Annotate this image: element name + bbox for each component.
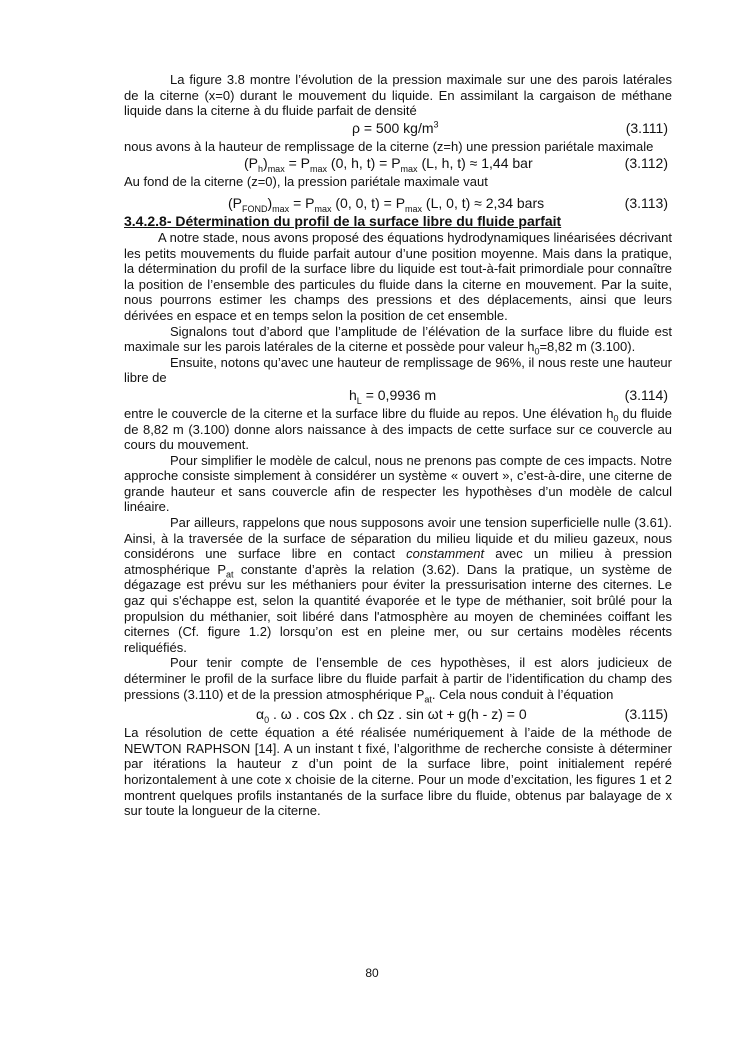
paragraph-7: entre le couvercle de la citerne et la surface libre du fluide au repos. Une élévation $h_0$ du fluide de 8,82 m (3.100) donne alors naissance à des impacts de cette surface sur ce couvercle au cours du mouvement. <box>124 405 672 453</box>
equation-body: $h_L = 0,9936$ m <box>349 386 437 406</box>
paragraph-11: La résolution de cette équation a été réalisée numériquement à l’aide de la méthode de NEWTON RAPHSON [14]. A un instant t fixé, l’algorithme de recherche consiste à déterminer par itérations la hauteur z d’un point de la surface libre, point initialement repéré horizontalement à une cote x choisie de la citerne. Pour un mode d’excitation, les figures 1 et 2 montrent quelques profils instantanés de la surface libre du fluide, obtenus par balayage de x sur toute la longueur de la citerne. <box>124 725 672 819</box>
paragraph-5: Signalons tout d’abord que l’amplitude de l’élévation de la surface libre du fluide est maximale sur les parois latérales de la citerne et possède pour valeur $h_0=8,82$ m (3.100). <box>124 323 672 357</box>
equation-body: ρ = 500 $kg/m^3$ <box>352 119 439 136</box>
equation-3-113 <box>124 194 672 212</box>
equation-number: (3.115) <box>624 706 668 723</box>
equation-body: $(P_{FOND})_{max} = P_{max}$ (0, 0, $t) = P_{max}$ (L, 0, t) ≈ 2,34 bars <box>228 194 545 214</box>
equation-number: (3.112) <box>624 155 668 172</box>
equation-3-114 <box>124 386 672 404</box>
equation-body: $(P_h)_{max} = P_{max}$ (0, h, $t) = P_{max}$ (L, h, t) ≈ 1,44 bar <box>244 155 533 175</box>
paragraph-9: Par ailleurs, rappelons que nous supposons avoir une tension superficielle nulle (3.61). Ainsi, à la traversée de la surface de séparation du milieu liquide et du milieu gazeux, nous considérons une surface libre en contact constamment avec un milieu à pression atmosphérique $P_{at}$ constante d’après la relation (3.62). Dans la pratique, un système de dégazage est prévu sur les méthaniers pour éviter la pressurisation interne des citernes. Le gaz qui s'échappe est, selon la quantité évaporée et le type de méthanier, soit brûlé pour la propulsion du méthanier, soit libéré dans l'atmosphère au moyen de cheminées coiffant les citernes (Cf. figure 1.2) lorsqu’on est en pleine mer, ou sur certains modèles récents reliquéfiés. <box>124 515 672 655</box>
equation-3-111 <box>124 119 672 137</box>
paragraph-3: Au fond de la citerne (z=0), la pression pariétale maximale vaut <box>124 174 488 190</box>
page-number: 80 <box>365 966 379 980</box>
equation-3-115 <box>124 705 672 723</box>
paragraph-4: A notre stade, nous avons proposé des équations hydrodynamiques linéarisées décrivant les petits mouvements du fluide parfait autour d’une position moyenne. Mais dans la pratique, la détermination du profil de la surface libre du liquide est tout-à-fait primordiale pour connaître la position de l’ensemble des particules du fluide dans la citerne en mouvement. Par la suite, nous pourrons estimer les champs des pressions et des déplacements, ainsi que leurs dérivées en espace et en temps selon la position de cet ensemble. <box>124 229 672 323</box>
paragraph-8: Pour simplifier le modèle de calcul, nous ne prenons pas compte de ces impacts. Notre approche consiste simplement à considérer un système « ouvert », c’est-à-dire, une citerne de grande hauteur et sans couvercle afin de respecter les hypothèses d’un modèle de calcul linéaire. <box>124 452 672 515</box>
paragraph-6: Ensuite, notons qu’avec une hauteur de remplissage de 96%, il nous reste une hauteur libre de <box>124 354 672 386</box>
paragraph-1: La figure 3.8 montre l’évolution de la pression maximale sur une des parois latérales de la citerne (x=0) durant le mouvement du liquide. En assimilant la cargaison de méthane liquide dans la citerne à du fluide parfait de densité <box>124 72 672 119</box>
equation-number: (3.111) <box>625 119 668 136</box>
page-content <box>124 72 672 819</box>
equation-3-112 <box>124 154 672 175</box>
paragraph-2: nous avons à la hauteur de remplissage de la citerne (z=h) une pression pariétale maximale <box>124 138 654 154</box>
equation-body: $\alpha_0$ . ω . cos Ωx . ch Ωz . sin ωt + g(h - z) = 0 <box>256 706 527 725</box>
section-heading: 3.4.2.8- Détermination du profil de la surface libre du fluide parfait <box>124 212 562 229</box>
equation-number: (3.114) <box>624 386 668 403</box>
paragraph-10: Pour tenir compte de l’ensemble de ces hypothèses, il est alors judicieux de déterminer le profil de la surface libre du fluide parfait à partir de l’identification du champ des pressions (3.110) et de la pression atmosphérique $P_{at}$. Cela nous conduit à l’équation <box>124 655 672 705</box>
equation-number: (3.113) <box>624 194 668 211</box>
